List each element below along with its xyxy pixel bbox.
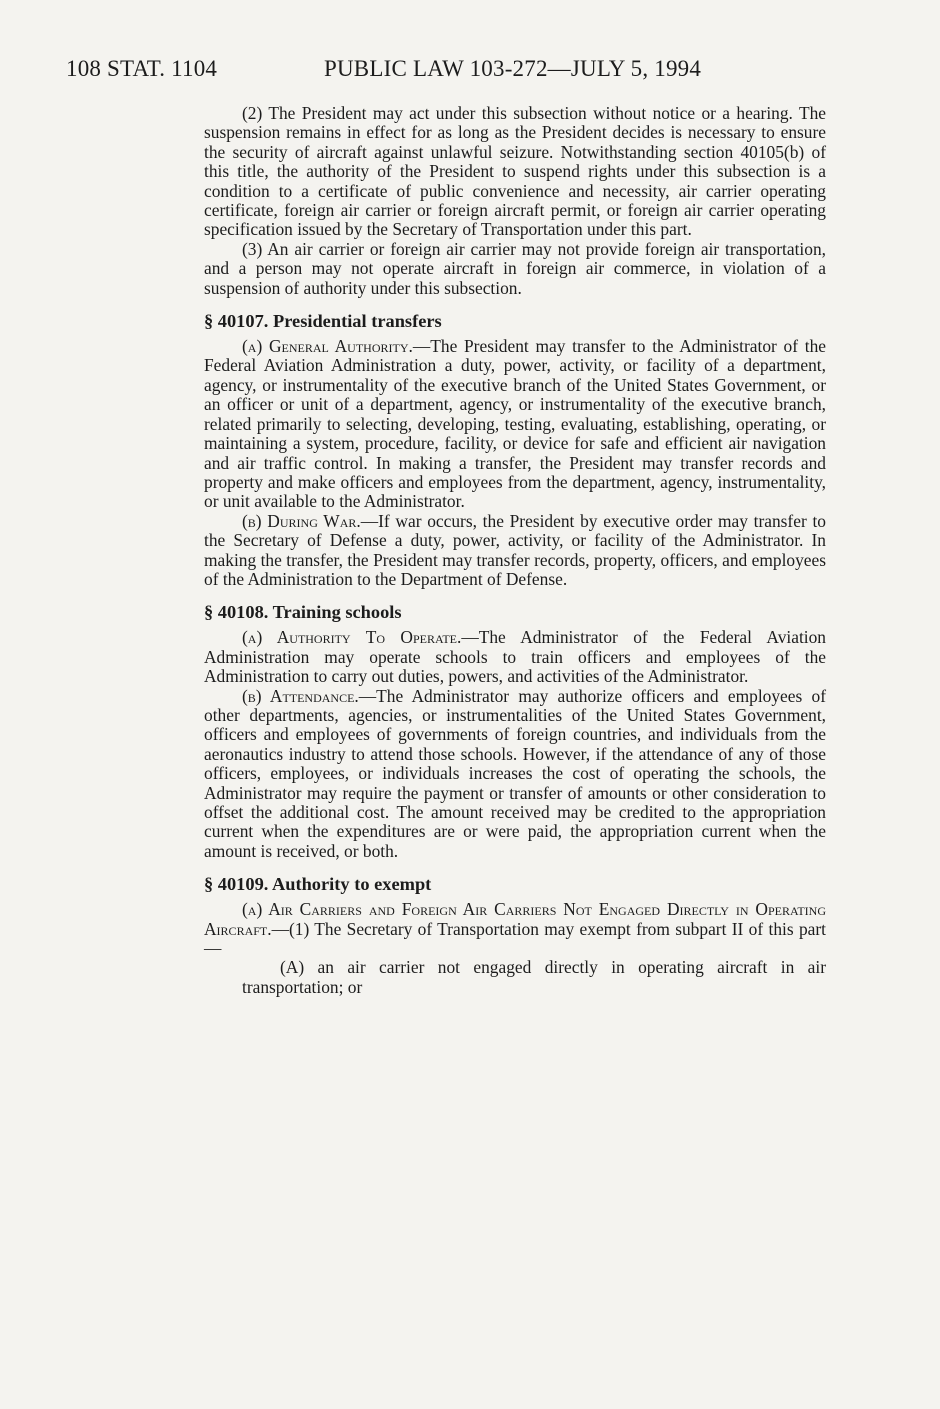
section-heading-40108: § 40108. Training schools — [204, 602, 402, 623]
section-heading-40109: § 40109. Authority to exempt — [204, 874, 432, 895]
subsection-label: (a) General Authority.— — [242, 336, 431, 357]
subsection-40108-a — [204, 628, 826, 686]
section-heading-40107: § 40107. Presidential transfers — [204, 311, 442, 332]
page-header — [66, 56, 866, 90]
subsection-label: (b) During War.— — [242, 510, 379, 531]
subsection-40109-a — [204, 900, 826, 958]
subsection-text: (1) The Secretary of Transportation may exempt from subpart II of this part— — [204, 918, 826, 959]
subsection-label: (a) Air Carriers and Foreign Air Carriers Not Engaged Directly in Operating Aircraft.— — [204, 899, 826, 939]
subsection-40107-a — [204, 337, 826, 512]
subsection-40108-b — [204, 687, 826, 862]
statute-page-number: 108 STAT. 1104 — [66, 56, 218, 81]
subsection-label: (b) Attendance.— — [242, 685, 377, 706]
subsection-text: The Administrator of the Federal Aviation Administration may operate schools to train officers and employees of the Administration to carry out duties, powers, and activities of the Administrator. — [204, 627, 826, 687]
document-body — [204, 104, 826, 997]
clause-40109-a-1-A: (A) an air carrier not engaged directly in operating aircraft in air transportation; or — [242, 957, 826, 997]
subsection-label: (a) Authority To Operate.— — [242, 627, 479, 648]
paragraph-3: (3) An air carrier or foreign air carrier may not provide foreign air transportation, and a person may not operate aircraft in foreign air commerce, in violation of a suspension of authority under this subsection. — [204, 238, 826, 298]
public-law-title: PUBLIC LAW 103-272—JULY 5, 1994 — [324, 56, 702, 81]
subsection-40107-b — [204, 512, 826, 590]
subsection-text: The President may transfer to the Administrator of the Federal Aviation Administration a duty, power, activity, or facility of a department, agency, or instrumentality of the executive branch of the United States Government, or an officer or unit of a department, agency, or instrumentality of the executive branch, related primarily to selecting, developing, testing, evaluating, establishing, operating, or maintaining a system, procedure, facility, or device for safe and efficient air navigation and air traffic control. In making a transfer, the President may transfer records and property and make officers and employees from the department, agency, instrumentality, or unit available to the Administrator. — [204, 336, 826, 512]
subsection-text: If war occurs, the President by executive order may transfer to the Secretary of Defense a duty, power, activity, or facility of the Administrator. In making the transfer, the President may transfer records, property, officers, and employees of the Administration to the Department of Defense. — [204, 510, 826, 589]
paragraph-2: (2) The President may act under this subsection without notice or a hearing. The suspension remains in effect for as long as the President decides is necessary to ensure the security of aircraft against unlawful seizure. Notwithstanding section 40105(b) of this title, the authority of the President to suspend rights under this subsection is a condition to a certificate of public convenience and necessity, air carrier operating certificate, foreign air carrier or foreign aircraft permit, or foreign air carrier operating specification issued by the Secretary of Transportation under this part. — [204, 103, 826, 240]
subsection-text: The Administrator may authorize officers and employees of other departments, agencies, or instrumentalities of the United States Government, officers and employees of governments of foreign countries, and individuals from the aeronautics industry to attend those schools. However, if the attendance of any of those officers, employees, or individuals increases the cost of operating the schools, the Administrator may require the payment or transfer of amounts or other consideration to offset the additional cost. The amount received may be credited to the appropriation current when the expenditures are or were paid, the appropriation current when the amount is received, or both. — [204, 685, 826, 861]
